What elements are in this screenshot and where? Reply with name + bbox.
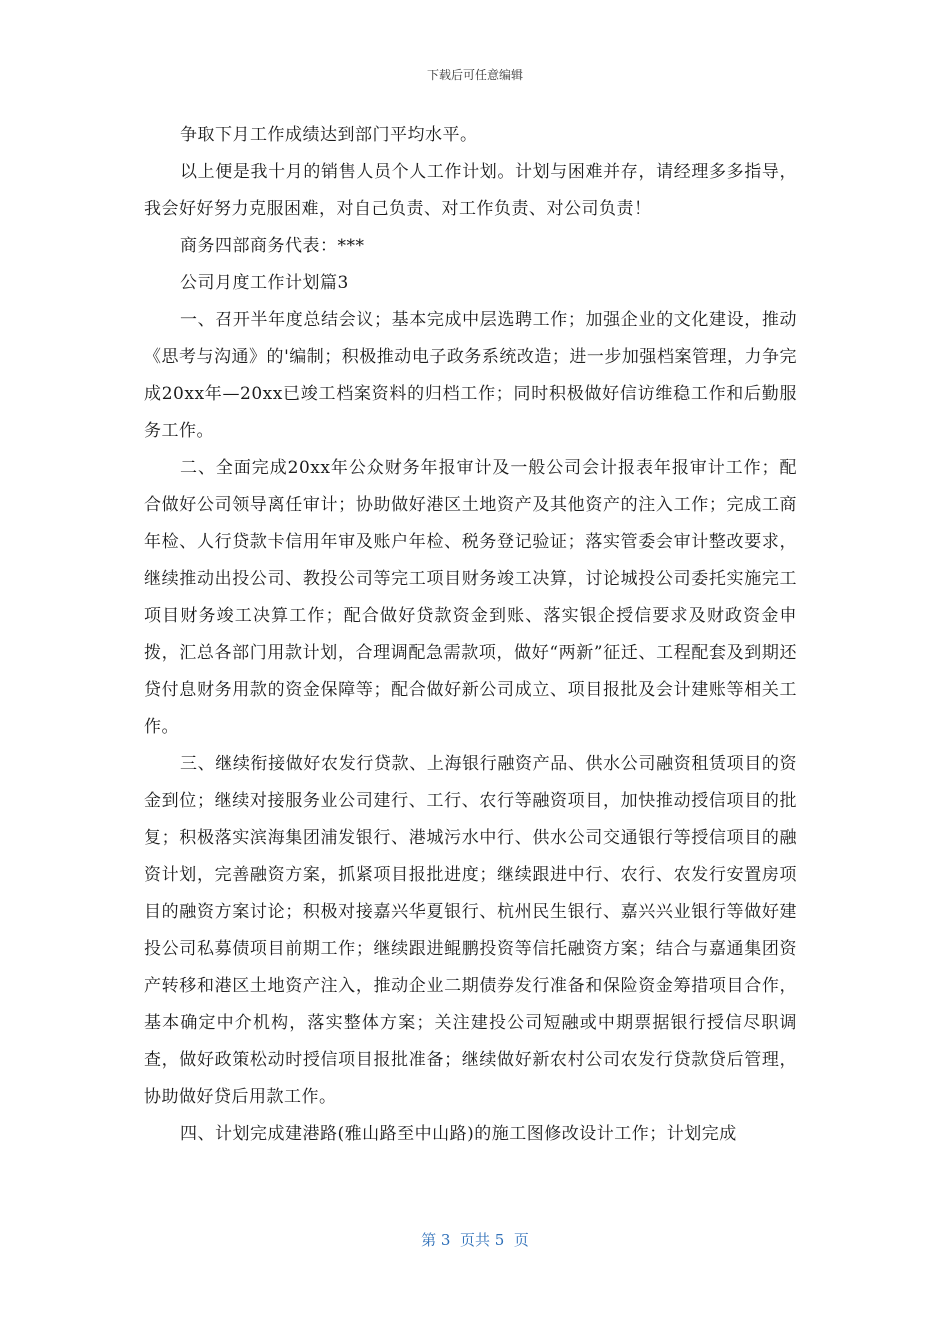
page-header: 下载后可任意编辑 (426, 68, 523, 82)
section-title: 公司月度工作计划篇3 (180, 273, 349, 293)
paragraph: 以上便是我十月的销售人员个人工作计划。计划与困难并存，请经理多多指导，我会好好努力克服困难，对自己负责、对工作负责、对公司负责！ (144, 162, 797, 219)
paragraph: 四、计划完成建港路(雅山路至中山路)的施工图修改设计工作；计划完成 (180, 1124, 737, 1144)
paragraph: 三、继续衔接做好农发行贷款、上海银行融资产品、供水公司融资租赁项目的资金到位；继续对接服务业公司建行、工行、农行等融资项目，加快推动授信项目的批复；积极落实滨海集团浦发银行、港城污水中行、供水公司交通银行等授信项目的融资计划，完善融资方案，抓紧项目报批进度；继续跟进中行、农行、农发行安置房项目的融资方案讨论；积极对接嘉兴华夏银行、杭州民生银行、嘉兴兴业银行等做好建投公司私募债项目前期工作；继续跟进鲲鹏投资等信托融资方案；结合与嘉通集团资产转移和港区土地资产注入，推动企业二期债券发行准备和保险资金筹措项目合作，基本确定中介机构，落实整体方案；关注建投公司短融或中期票据银行授信尽职调查，做好政策松动时授信项目报批准备；继续做好新农村公司农发行贷款贷后管理，协助做好贷后用款工作。 (144, 754, 797, 1107)
paragraph: 二、全面完成20xx年公众财务年报审计及一般公司会计报表年报审计工作；配合做好公司领导离任审计；协助做好港区土地资产及其他资产的注入工作；完成工商年检、人行贷款卡信用年审及账户年检、税务登记验证；落实管委会审计整改要求，继续推动出投公司、教投公司等完工项目财务竣工决算，讨论城投公司委托实施完工项目财务竣工决算工作；配合做好贷款资金到账、落实银企授信要求及财政资金申拨，汇总各部门用款计划，合理调配急需款项，做好“两新”征迁、工程配套及到期还贷付息财务用款的资金保障等；配合做好新公司成立、项目报批及会计建账等相关工作。 (144, 458, 797, 737)
document-body (144, 117, 797, 1153)
page-footer: 第 3 页共 5 页 (421, 1231, 529, 1249)
paragraph: 争取下月工作成绩达到部门平均水平。 (180, 125, 478, 145)
signature-line: 商务四部商务代表：*** (180, 236, 365, 256)
paragraph: 一、召开半年度总结会议；基本完成中层选聘工作；加强企业的文化建设，推动《思考与沟通》的'编制；积极推动电子政务系统改造；进一步加强档案管理，力争完成20xx年—20xx已竣工档案资料的归档工作；同时积极做好信访维稳工作和后勤服务工作。 (144, 310, 797, 441)
